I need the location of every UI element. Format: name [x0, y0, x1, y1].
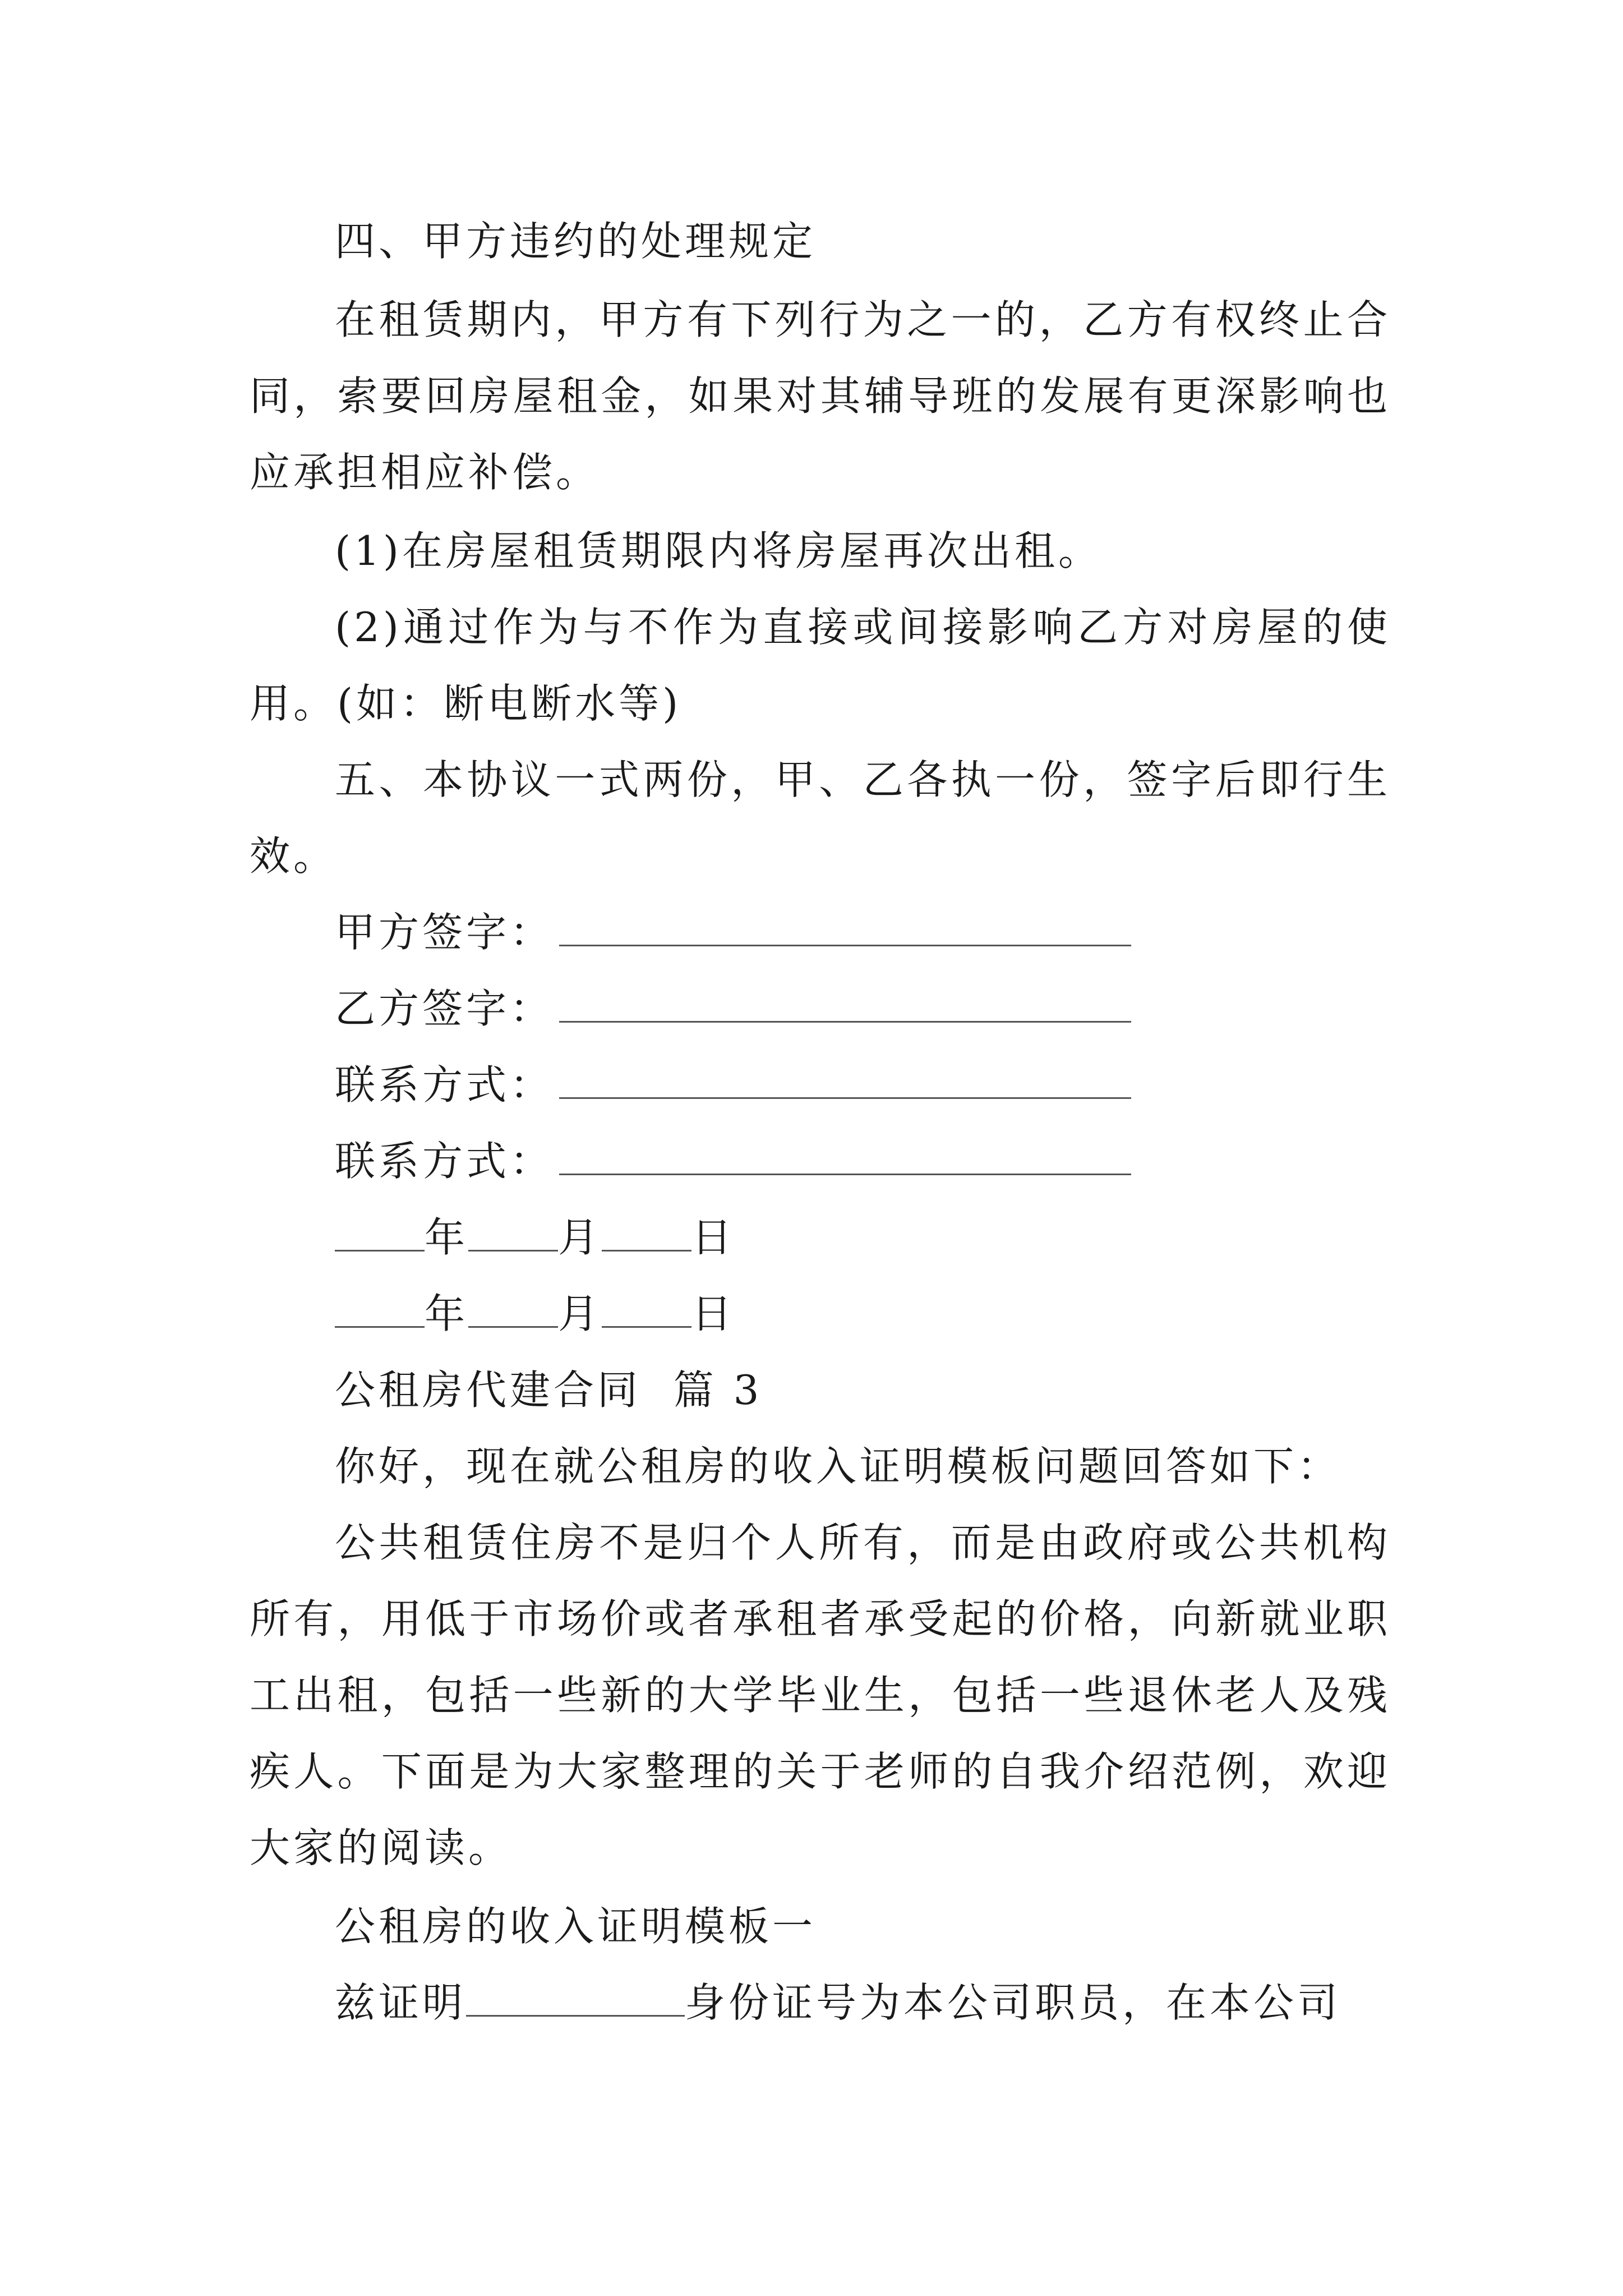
year-blank [335, 1218, 425, 1251]
template-title: 公租房的收入证明模板一 [335, 1903, 817, 1950]
contact-blank [559, 1066, 1131, 1099]
signature-party-b [335, 981, 1391, 1037]
day-label: 日 [691, 1290, 736, 1337]
day-label: 日 [691, 1214, 736, 1261]
certificate-prefix: 兹证明 [335, 1979, 467, 2026]
contact-label: 联系方式： [335, 1138, 554, 1185]
section-title: 公租房代建合同 篇 3 [335, 1366, 763, 1414]
contact-line-2 [335, 1133, 1391, 1189]
name-blank [466, 1984, 685, 2017]
month-blank [468, 1218, 558, 1251]
certificate-line [335, 1975, 1391, 2031]
year-blank [335, 1295, 425, 1328]
signature-label: 乙方签字： [335, 985, 554, 1032]
signature-label: 甲方签字： [335, 909, 554, 956]
signature-blank [559, 990, 1131, 1023]
year-label: 年 [425, 1290, 469, 1337]
clause-item-2: (2)通过作为与不作为直接或间接影响乙方对房屋的使 [335, 604, 1391, 651]
date-line-1 [335, 1209, 1391, 1266]
paragraph-line: 在租赁期内，甲方有下列行为之一的，乙方有权终止合 [335, 296, 1391, 343]
contact-label: 联系方式： [335, 1061, 554, 1108]
month-label: 月 [558, 1214, 602, 1261]
paragraph-line: 疾人。下面是为大家整理的关于老师的自我介绍范例，欢迎 [250, 1748, 1391, 1795]
certificate-suffix: 身份证号为本公司职员，在本公司 [685, 1979, 1341, 2026]
intro-line: 你好，现在就公租房的收入证明模板问题回答如下： [335, 1443, 1341, 1490]
heading-breach-party-a: 四、甲方违约的处理规定 [335, 218, 817, 265]
day-blank [602, 1295, 691, 1328]
month-label: 月 [558, 1290, 602, 1337]
month-blank [468, 1295, 558, 1328]
paragraph-line: 应承担相应补偿。 [250, 449, 600, 496]
paragraph-line: 工出租，包括一些新的大学毕业生，包括一些退休老人及残 [250, 1672, 1391, 1719]
contact-line-1 [335, 1057, 1391, 1113]
paragraph-line: 大家的阅读。 [250, 1824, 513, 1871]
contact-blank [559, 1142, 1131, 1175]
paragraph-line: 用。(如：断电断水等) [250, 680, 682, 727]
signature-blank [559, 913, 1131, 946]
year-label: 年 [425, 1214, 469, 1261]
paragraph-line: 公共租赁住房不是归个人所有，而是由政府或公共机构 [335, 1519, 1391, 1566]
paragraph-line: 效。 [250, 832, 338, 880]
day-blank [602, 1218, 691, 1251]
paragraph-line: 所有，用低于市场价或者承租者承受起的价格，向新就业职 [250, 1595, 1391, 1642]
signature-party-a [335, 904, 1391, 960]
clause-item-1: (1)在房屋租赁期限内将房屋再次出租。 [335, 527, 1102, 574]
paragraph-line: 同，索要回房屋租金，如果对其辅导班的发展有更深影响也 [250, 372, 1391, 420]
date-line-2 [335, 1286, 1391, 1342]
clause-five: 五、本协议一式两份，甲、乙各执一份，签字后即行生 [335, 756, 1391, 803]
